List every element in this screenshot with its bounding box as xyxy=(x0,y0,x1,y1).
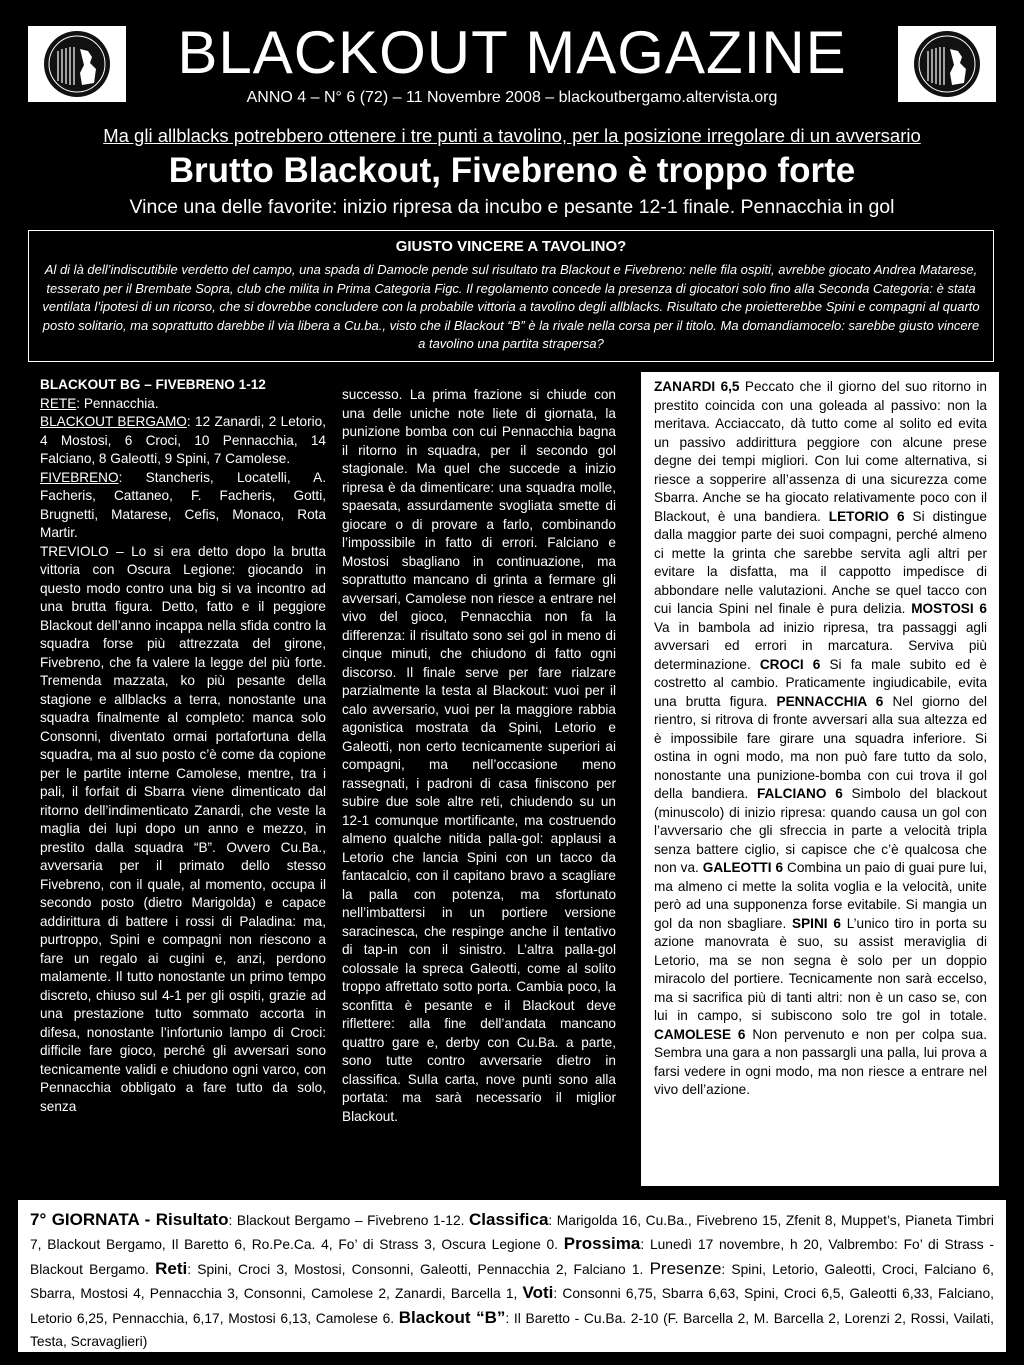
rating-text: Nel giorno del rientro, si ritrova di fronte avversari alla sua altezza ed è impossibile fare girare una squadra inferiore. Si ostina in ogni modo, ma non può fare tutto da solo, nonostante una punizione-bomba con cui trova il gol della bandiera. xyxy=(654,693,987,801)
giornata-label: 7° GIORNATA - Risultato xyxy=(30,1210,229,1229)
classifica-value: : Marigolda 16, Cu.Ba., Fivebreno 15, Zfenit 8, Muppet’s, Pianeta Timbri 7, Blackout Bergamo, Il Baretto 6, Ro.Pe.Ca. 4, Fo’ di Strass 3, Oscura Legione 0. xyxy=(30,1213,994,1253)
ratings-box xyxy=(641,372,999,1186)
rating-text: Simbolo del blackout (minuscolo) di inizio ripresa: quando causa un gol con l’avversario che gli sfreccia in parte a velocità tripla senza battere ciglio, si capisce che c’è qualcosa che non va. xyxy=(654,786,987,875)
rete-value: : Pennacchia. xyxy=(76,395,159,411)
article-subhead: Vince una delle favorite: inizio ripresa da incubo e pesante 12-1 finale. Pennacchia in gol xyxy=(129,196,895,218)
season-summary-box xyxy=(18,1200,1006,1352)
voti-value: : Consonni 6,75, Sbarra 6,63, Spini, Croci 6,5, Galeotti 6,33, Falciano, Letorio 6,25, Pennacchia, 6,17, Mostosi 6,13, Camolese 6. xyxy=(30,1286,994,1326)
sidebar-box-text: Al di là dell’indiscutibile verdetto del campo, una spada di Damocle pende sul risultato tra Blackout e Fivebreno: nelle fila ospiti, avrebbe giocato Andrea Matarese, tesserato per il Brembate Sopra, club che milita in Prima Categoria Figc. Il regolamento concede la presenza di giocatori solo fino alla Seconda Categoria: è stata ventilata l’ipotesi di un ricorso, che si dovrebbe concludere con la probabile vittoria a tavolino degli allblacks. Risultato che proietterebbe Spini e compagni al quarto posto solitario, ma soprattutto darebbe il via libera a Cu.ba., visto che il Blackout “B” è la rivale nella corsa per il titolo. Ma domandiamocelo: sarebbe giusto vincere a tavolino una partita strapersa? xyxy=(42,262,980,351)
rating-text: Si fa male subito ed è costretto al cambio. Praticamente ingiudicabile, evita una brutta figura. xyxy=(654,656,987,709)
issue-line: ANNO 4 – N° 6 (72) – 11 Novembre 2008 – blackoutbergamo.altervista.org xyxy=(246,89,778,106)
article-body-part1: TREVIOLO – Lo si era detto dopo la brutta vittoria con Oscura Legione: giocando in questo modo contro una big si va incontro ad una brutta figura. Detto, fatto e il peggiore Blackout dell’anno incappa nella sfida contro la squadra forse più attrezzata del girone, Fivebreno, che fa valere la legge del più forte. Tremenda mazzata, ko più pesante della stagione e allblacks a terra, nonostante una squadra finalmente al completo: manca solo Consonni, diventato ormai portafortuna della squadra, ma al suo posto c’è come da copione per le partite interne Camolese, mentre, tra i pali, il forfait di Sbarra viene dimenticato dal ritorno dell’indimenticato Zanardi, che veste la maglia dei lupi dopo un anno e mezzo, in prestito dalla squadra “B”. Ovvero Cu.Ba., avversaria per il primato dello stesso Fivebreno, con il quale, al momento, occupa il secondo posto (dietro Marigolda) e capace addirittura di battere i rossi di Paladina: ma, purtroppo, Spini e compagni non riescono a fare un regalo ai cugini e, anzi, perdono malamente. Il tutto nonostante un primo tempo discreto, chiuso sul 4-1 per gli ospiti, grazie ad una prestazione tutto sommato accorta in difesa, nonostante l’infortunio lampo di Croci: difficile fare gioco, perché gli avversari sono tecnicamente validi e chiudono ogni varco, con Pennacchia obbligato a fare tutto da solo, senza xyxy=(40,543,326,1114)
sidebar-box xyxy=(28,230,994,362)
rating-text: Va in bambola ad inizio ripresa, tra passaggi agli avversari ed errori in marcatura. Serviva più determinazione. xyxy=(654,619,987,672)
rating-name: CROCI 6 xyxy=(759,656,821,672)
rete-label: RETE xyxy=(40,395,77,411)
logo-left xyxy=(28,26,126,102)
home-team-label: BLACKOUT BERGAMO xyxy=(40,414,187,429)
rating-text: Combina un paio di guai pure lui, ma almeno ci mette la solita voglia e la velocità, unite però ad una supponenza forse evitabile. Si mangia un gol da non sbagliare. xyxy=(654,860,987,931)
prossima-label: Prossima xyxy=(563,1234,641,1254)
rating-name: FALCIANO 6 xyxy=(756,786,843,801)
wolf-badge-icon xyxy=(912,29,982,99)
rating-text: Si distingue dalla maggior parte dei suoi compagni, perché almeno ci mette la grinta che sarebbe servita agli altri per evitare la disfatta, ma il cappotto impedisce di abbondare nelle valutazioni. Anche se quel tacco con cui lancia Spini nel finale è pura delizia. xyxy=(654,508,987,616)
rating-name: MOSTOSI 6 xyxy=(911,601,987,616)
giornata-value: : Blackout Bergamo – Fivebreno 1-12. xyxy=(228,1213,470,1228)
match-sheet-home xyxy=(40,413,326,469)
presenze-label: Presenze xyxy=(649,1258,722,1278)
home-team-lineup: : 12 Zanardi, 2 Letorio, 4 Mostosi, 6 Croci, 10 Pennacchia, 14 Falciano, 8 Galeotti, 9 Spini, 7 Camolese. xyxy=(40,414,327,466)
rating-text: Peccato che il giorno del suo ritorno in prestito coincida con una goleada al passivo: non la meritava. Acciaccato, dà tutto come al solito ed evita un passivo addirittura peggiore con alcune prese degne dei tempi migliori. Con lui come alternativa, si riesce a sopperire all’assenza di una sicurezza come Sbarra. Anche se ha giocato relativamente poco con il Blackout, è una bandiera. xyxy=(654,379,987,524)
column-left xyxy=(40,376,326,1116)
match-sheet-title: BLACKOUT BG – FIVEBRENO 1-12 xyxy=(40,377,266,392)
article-kicker: Ma gli allblacks potrebbero ottenere i tre punti a tavolino, per la posizione irregolare di un avversario xyxy=(103,125,921,146)
rating-name: GALEOTTI 6 xyxy=(702,860,784,875)
sidebar-box-title: GIUSTO VINCERE A TAVOLINO? xyxy=(395,238,627,255)
away-team-label: FIVEBRENO xyxy=(40,469,119,485)
rating-name: ZANARDI 6,5 xyxy=(654,379,740,394)
rating-name: SPINI 6 xyxy=(792,915,841,931)
article-headline: Brutto Blackout, Fivebreno è troppo forte xyxy=(168,151,856,190)
reti-value: : Spini, Croci 3, Mostosi, Consonni, Galeotti, Pennacchia 2, Falciano 1. xyxy=(187,1261,650,1277)
ratings-text xyxy=(654,378,987,1100)
article-body-part2: successo. La prima frazione si chiude con una delle uniche note liete di giornata, la punizione bomba con cui Pennacchia bagna il ritorno in squadra, per il secondo gol stagionale. Ma quel che succede a inizio ripresa è da dimenticare: una squadra molle, spaesata, assurdamente svogliata smette di giocare o di provare a farlo, combinando l’impossibile in fatto di errori. Falciano e Mostosi sbagliano in continuazione, ma soprattutto mancano di grinta a fermare gli avversari, Camolese non riesce a entrare nel vivo del gioco, Pennacchia non fa la differenza: il risultato sono sei gol in meno di cinque minuti, che chiudono di fatto ogni discorso. Il finale serve per fare rialzare parzialmente la testa al Blackout: vuoi per il calo avversario, vuoi per la maggiore rabbia agonistica mostrata da Spini, Letorio e Galeotti, non certo tecnicamente superiori ai compagni, ma nell’occasione meno rassegnati, i padroni di casa finiscono per subire due sole altre reti, chiudendo su un 12-1 comunque mortificante, ma costruendo almeno qualche nitida palla-gol: applausi a Letorio che lancia Spini con un tacco da fantacalcio, con il capitano bravo a scagliare la palla con potenza, ma sfortunato nell’imbattersi in un portiere versione saracinesca, che respinge anche il tentativo di tap-in con il sinistro. L’altra palla-gol colossale la spreca Galeotti, come al solito troppo affrettato sotto porta. Cambia poco, la sconfitta è pesante e il Blackout deve riflettere: alla fine dell’andata mancano quattro gare e, derby con Cu.Ba. a parte, sono tutte contro avversarie dietro in classifica. Sulla carta, nove punti sono alla portata: ma sarà necessario il miglior Blackout. xyxy=(342,387,616,1124)
classifica-label: Classifica xyxy=(469,1210,549,1229)
column-middle xyxy=(342,386,616,1126)
presenze-value: : Spini, Letorio, Galeotti, Croci, Falciano 6, Sbarra, Mostosi 4, Pennacchia 3, Consonni, Camolese 2, Zanardi, Barcella 1, xyxy=(30,1261,994,1302)
rating-name: PENNACCHIA 6 xyxy=(776,693,884,709)
logo-right xyxy=(898,26,996,102)
voti-label: Voti xyxy=(522,1283,554,1303)
match-sheet-rete xyxy=(40,395,326,414)
rating-name: CAMOLESE 6 xyxy=(654,1026,746,1042)
blackout-b-value: : Il Baretto - Cu.Ba. 2-10 (F. Barcella 2, M. Barcella 2, Lorenzi 2, Rossi, Vailati, Testa, Scravaglieri) xyxy=(30,1310,995,1350)
rating-text: L’unico tiro in porta su azione manovrata è suo, su assist meraviglia di Letorio, ma se non segna è solo per un doppio miracolo del portiere. Tecnicamente non sarà eccelso, ma si sacrifica più di tanti altri: non è un caso se, con lui in campo, si subiscono solo tre gol in totale. xyxy=(654,915,987,1023)
match-sheet-away xyxy=(40,469,326,543)
reti-label: Reti xyxy=(155,1258,188,1278)
rating-name: LETORIO 6 xyxy=(828,508,905,524)
masthead-title: BLACKOUT MAGAZINE xyxy=(177,19,847,86)
blackout-b-label: Blackout “B” xyxy=(398,1307,506,1327)
away-team-lineup: : Stancheris, Locatelli, A. Facheris, Cattaneo, F. Facheris, Gotti, Brugnetti, Matarese, Cefis, Monaco, Rota Martir. xyxy=(40,469,326,540)
rating-text: Non pervenuto e non per colpa sua. Sembra una gara a non passargli una palla, lui prova a farsi vedere in ogni modo, ma non riesce a entrare nel vivo dell’azione. xyxy=(654,1026,988,1097)
wolf-badge-icon xyxy=(42,29,112,99)
prossima-value: : Lunedì 17 novembre, h 20, Valbrembo: Fo’ di Strass - Blackout Bergamo. xyxy=(30,1237,994,1277)
